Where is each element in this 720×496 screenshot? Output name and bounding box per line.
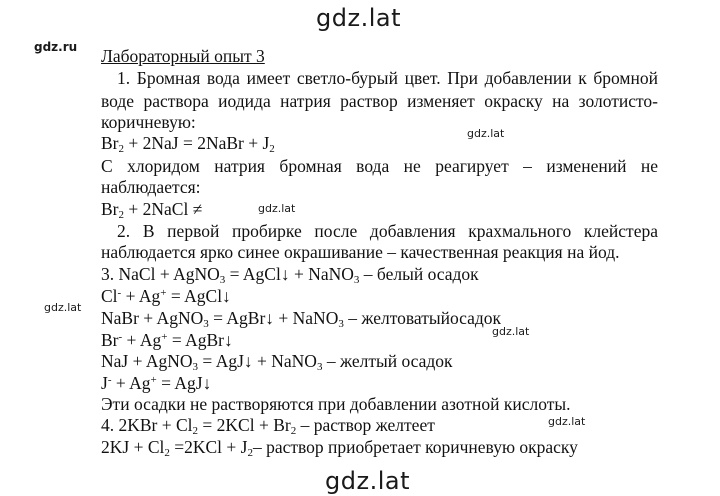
watermark-inline-4: gdz.lat: [492, 325, 530, 338]
equation-j-ion: J- + Ag+ = AgJ↓: [101, 373, 212, 393]
watermark-inline-3: gdz.lat: [44, 301, 82, 314]
watermark-inline-2: gdz.lat: [258, 202, 296, 215]
equation-naj-agno3: NaJ + AgNO$_3$ = AgJ↓ + NaNO$_3$ – желтый осадок: [101, 351, 453, 373]
watermark-bottom: gdz.lat: [325, 467, 410, 495]
watermark-inline-1: gdz.lat: [467, 127, 505, 140]
equation-nacl-agno3: 3. NaCl + AgNO$_3$ = AgCl↓ + NaNO$_3$ – белый осадок: [101, 264, 479, 286]
document-title: Лабораторный опыт 3: [101, 46, 265, 66]
equation-br2-nacl: $Br_2$ + 2NaCl ≠: [101, 199, 203, 221]
equation-nabr-agno3: NaBr + AgNO$_3$ = AgBr↓ + NaNO$_3$ – желтоватыйосадок: [101, 308, 502, 330]
paragraph-1-line-1: 1. Бромная вода имеет светло-бурый цвет. При добавлении к бромной: [117, 68, 658, 88]
equation-cl-ion: Cl- + Ag+ = AgCl↓: [101, 286, 231, 306]
paragraph-2-line-2: наблюдается:: [101, 177, 201, 197]
equation-br-ion: Br- + Ag+ = AgBr↓: [101, 330, 233, 350]
paragraph-1-line-3: коричневую:: [101, 112, 196, 132]
equation-kbr-cl2: 4. $2KBr + Cl_2 = 2KCl + Br_2$ – раствор желтеет: [101, 415, 435, 437]
watermark-inline-5: gdz.lat: [548, 415, 586, 428]
equation-kj-cl2: $2KJ + Cl_2 =2KCl + J_2-$ раствор приобретает коричневую окраску: [101, 437, 578, 459]
watermark-gdz-ru: gdz.ru: [34, 40, 78, 54]
paragraph-4: Эти осадки не растворяются при добавлении азотной кислоты.: [101, 394, 571, 414]
paragraph-1-line-2: воде раствора иодида натрия раствор изменяет окраску на золотисто-: [101, 91, 658, 111]
paragraph-2-line-1: С хлоридом натрия бромная вода не реагирует – изменений не: [101, 156, 658, 176]
equation-br2-naj: $Br_2 + 2NaJ$ = 2NaBr + $J_2$: [101, 133, 275, 155]
watermark-top: gdz.lat: [316, 4, 401, 32]
paragraph-3-line-1: 2. В первой пробирке после добавления крахмального клейстера: [117, 221, 658, 241]
paragraph-3-line-2: наблюдается ярко синее окрашивание – качественная реакция на йод.: [101, 242, 620, 262]
